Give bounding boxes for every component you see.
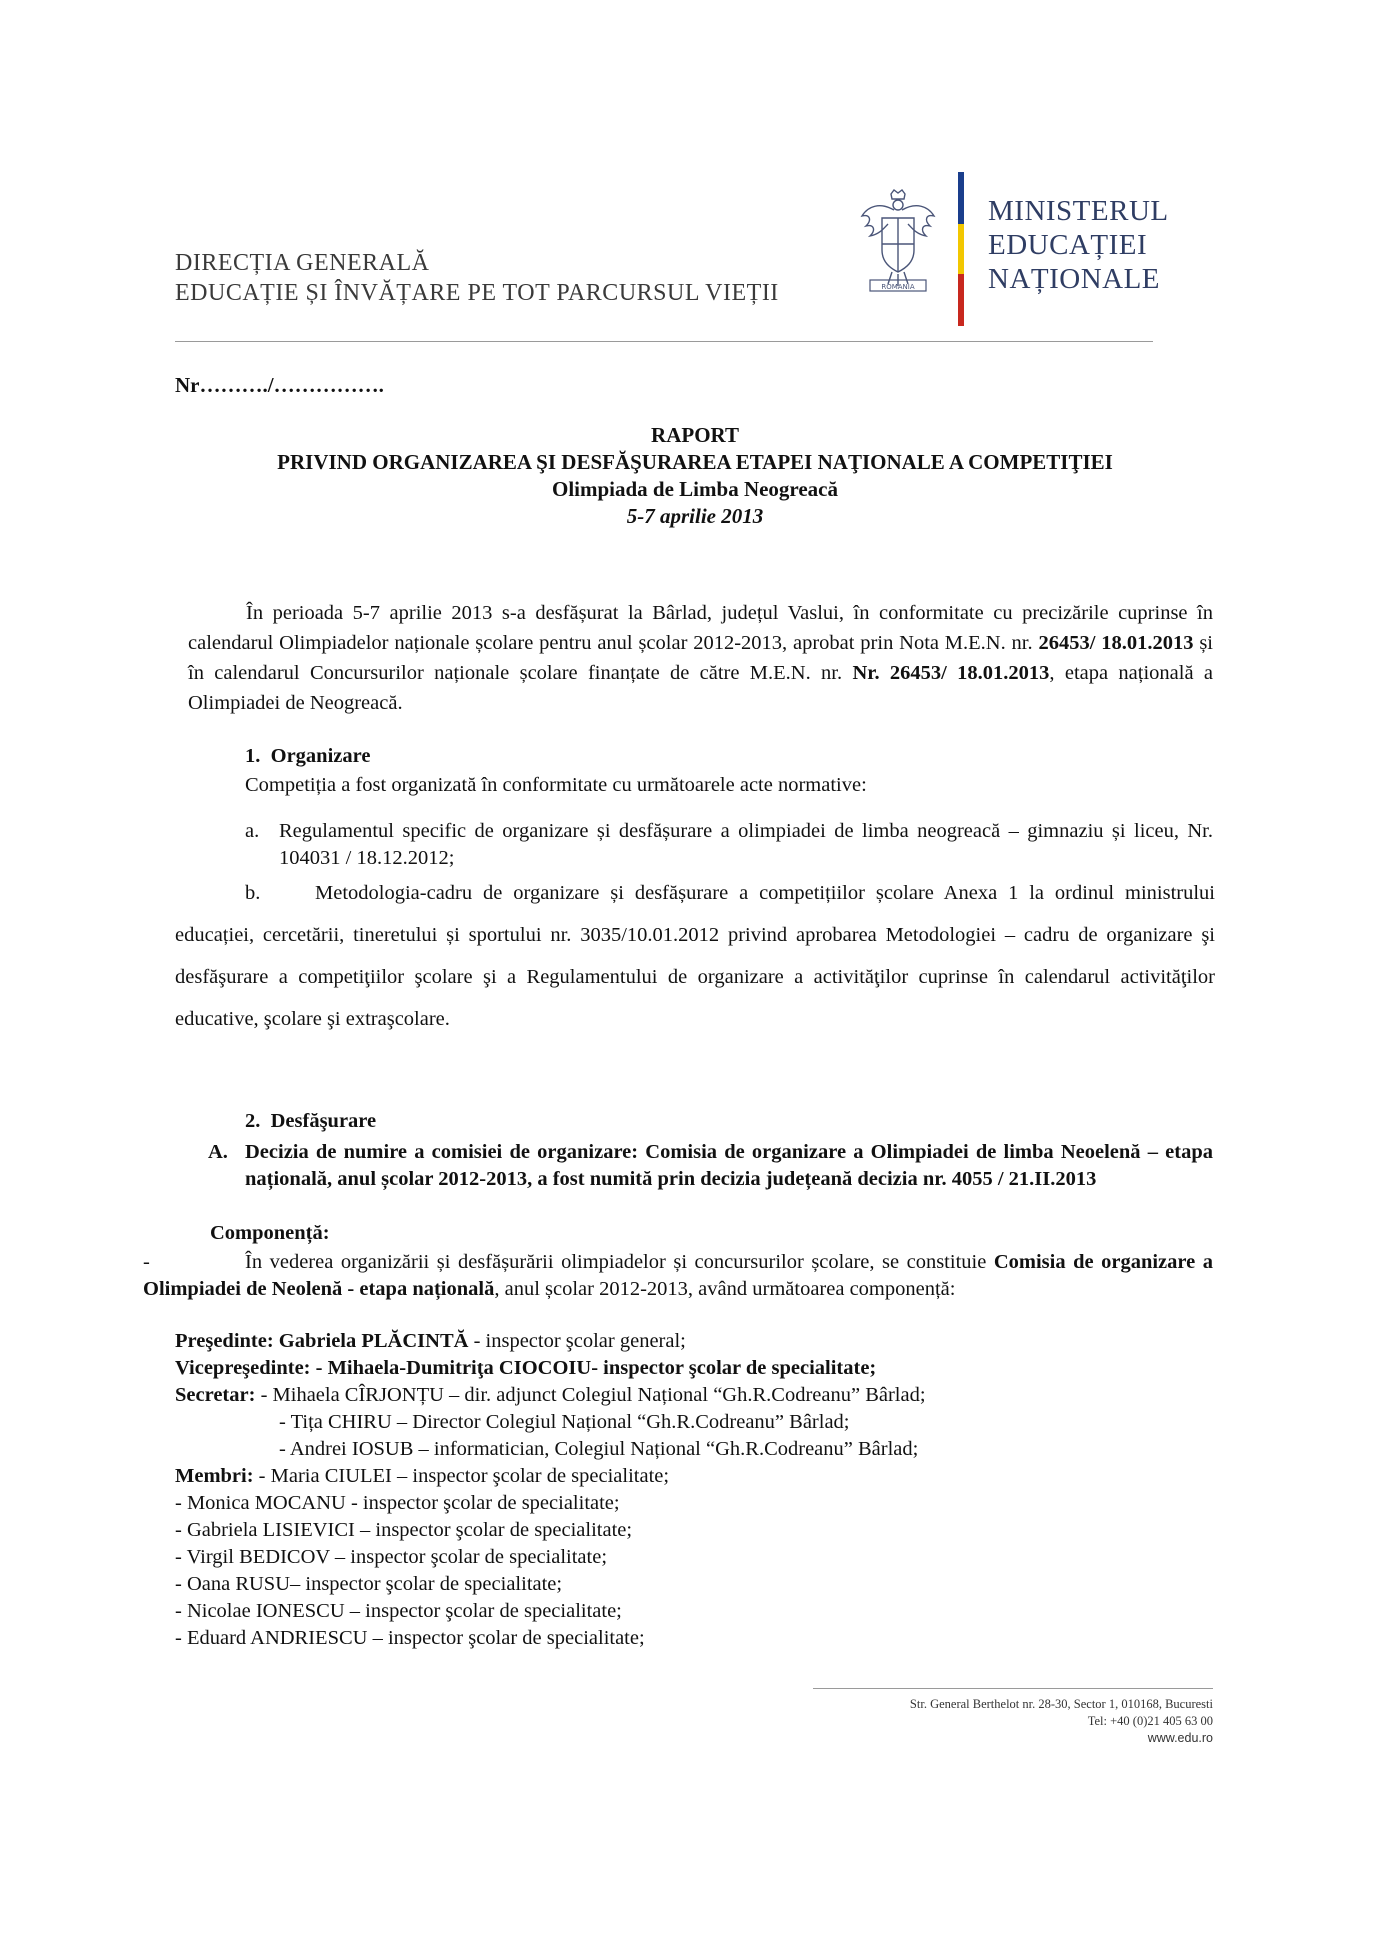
committee-list [175, 1328, 1215, 1652]
footer-divider [813, 1688, 1213, 1689]
title-subject: PRIVIND ORGANIZAREA ŞI DESFĂŞURAREA ETAPEI NAŢIONALE A COMPETIŢIEI [277, 450, 1113, 474]
ministry-name [988, 194, 1169, 296]
footer-address: Str. General Berthelot nr. 28-30, Sector 1, 010168, Bucuresti [909, 1697, 1213, 1711]
member-1-text: - Maria CIULEI – inspector şcolar de specialitate; [253, 1465, 670, 1487]
section-2-heading [245, 1110, 376, 1133]
department-line-1: DIRECȚIA GENERALĂ [175, 250, 430, 276]
componenta-dash: - [143, 1251, 150, 1273]
department-name [175, 248, 779, 308]
intro-text-1: În perioada 5-7 aprilie 2013 s-a desfășurat la Bârlad, județul Vaslui, în conformitate cu precizările cuprinse în calendarul Olimpiadelor naționale școlare pentru anul școlar 2012-2013, aprobat prin Nota M.E.N. nr. [188, 602, 1213, 654]
normative-act-a [245, 818, 1213, 872]
committee-president [175, 1328, 1215, 1355]
footer-phone: Tel: +40 (0)21 405 63 00 [1087, 1714, 1213, 1728]
footer-website: www.edu.ro [1147, 1731, 1213, 1745]
section-1-lead: Competiția a fost organizată în conformitate cu următoarele acte normative: [245, 774, 867, 796]
title-raport: RAPORT [651, 423, 739, 447]
componenta-text-2: , anul școlar 2012-2013, având următoarea componență: [494, 1278, 956, 1300]
ministry-line-3: NAȚIONALE [988, 263, 1161, 295]
committee-member: - Monica MOCANU - inspector şcolar de specialitate; [175, 1492, 620, 1514]
committee-member-1 [175, 1463, 1215, 1490]
department-line-2: EDUCAȚIE ȘI ÎNVĂȚARE PE TOT PARCURSUL VIEȚII [175, 280, 779, 306]
section-1-number: 1. [245, 745, 261, 767]
ministry-line-2: EDUCAȚIEI [988, 229, 1148, 261]
intro-note-number: 26453/ 18.01.2013 [1038, 632, 1194, 654]
footer-contact [813, 1696, 1213, 1747]
secretary-1-text: - Mihaela CÎRJONȚU – dir. adjunct Colegiul Național “Gh.R.Codreanu” Bârlad; [255, 1384, 926, 1406]
committee-member: - Gabriela LISIEVICI – inspector şcolar de specialitate; [175, 1519, 633, 1541]
registration-number: Nr………./……………. [175, 373, 384, 397]
item-a-text: Regulamentul specific de organizare și desfășurare a olimpiadei de limba neogreacă – gimnaziu și liceu, Nr. 104031 / 18.12.2012; [279, 820, 1213, 869]
members-label: Membri: [175, 1465, 254, 1487]
committee-secretary-3: - Andrei IOSUB – informatician, Colegiul Național “Gh.R.Codreanu” Bârlad; [279, 1438, 919, 1460]
componenta-commission-name: Comisia de organizare a Olimpiadei de Neolenă - etapa națională [143, 1251, 1213, 1300]
tricolor-yellow [958, 224, 964, 274]
president-name: Preşedinte: Gabriela PLĂCINTĂ [175, 1330, 469, 1352]
committee-member: - Virgil BEDICOV – inspector şcolar de specialitate; [175, 1546, 608, 1568]
item-b-text: Metodologia-cadru de organizare și desfășurare a competițiilor școlare Anexa 1 la ordinul ministrului educației, cercetării, tineretului și sportului nr. 3035/10.01.2012 privind aprobarea Metodologiei – cadru de organizare şi desfăşurare a competiţiilor şcolare şi a Regulamentului de organizare a activităţilor cuprinse în calendarul activităţilor educative, şcolare şi extraşcolare. [175, 882, 1215, 1030]
committee-secretary-2: - Tița CHIRU – Director Colegiul Național “Gh.R.Codreanu” Bârlad; [279, 1411, 850, 1433]
committee-member: - Oana RUSU– inspector şcolar de specialitate; [175, 1573, 563, 1595]
tricolor-blue [958, 172, 964, 224]
intro-note-number-2: Nr. 26453/ 18.01.2013 [852, 662, 1050, 684]
tricolor-bar [958, 172, 964, 326]
title-olympiad: Olimpiada de Limba Neogreacă [551, 477, 839, 501]
item-a-marker: a. [245, 820, 260, 842]
section-1-title: Organizare [270, 745, 371, 767]
romania-crest-logo [858, 188, 938, 296]
section-1-heading [245, 745, 370, 768]
section-2-number: 2. [245, 1110, 261, 1132]
header-divider [175, 341, 1153, 342]
section-2a-text: Decizia de numire a comisiei de organizare: Comisia de organizare a Olimpiadei de limba Neoelenă – etapa națională, anul școlar 2012-2013, a fost numită prin decizia județeană decizia nr. 4055 / 21.II.2013 [245, 1141, 1213, 1190]
section-2a-marker: A. [208, 1141, 228, 1163]
item-b-marker: b. [245, 882, 261, 904]
tricolor-red [958, 274, 964, 326]
committee-vicepresident: Vicepreşedinte: - Mihaela-Dumitriţa CIOCOIU- inspector şcolar de specialitate; [175, 1357, 877, 1379]
committee-member: - Eduard ANDRIESCU – inspector şcolar de specialitate; [175, 1627, 645, 1649]
committee-secretary-1 [175, 1382, 1215, 1409]
normative-act-b [175, 872, 1215, 1040]
intro-text-3: , etapa națională a Olimpiadei de Neogreacă. [188, 662, 1213, 714]
president-role: - inspector şcolar general; [468, 1330, 686, 1352]
section-2-title: Desfăşurare [270, 1110, 377, 1132]
componenta-paragraph [143, 1249, 1213, 1303]
section-2a [208, 1139, 1213, 1193]
secretary-label: Secretar: [175, 1384, 256, 1406]
intro-text-2: și în calendarul Concursurilor naționale școlare finanțate de către M.E.N. nr. [188, 632, 1213, 684]
committee-member: - Nicolae IONESCU – inspector şcolar de specialitate; [175, 1600, 622, 1622]
ministry-line-1: MINISTERUL [988, 195, 1169, 227]
report-title [175, 422, 1215, 530]
componenta-label: Componență: [210, 1222, 330, 1244]
crest-label: ROMANIA [881, 283, 915, 291]
title-dates: 5-7 aprilie 2013 [626, 504, 764, 528]
intro-paragraph [188, 598, 1213, 718]
componenta-text-1: În vederea organizării și desfășurării olimpiadelor și concursurilor școlare, se constituie [245, 1251, 994, 1273]
